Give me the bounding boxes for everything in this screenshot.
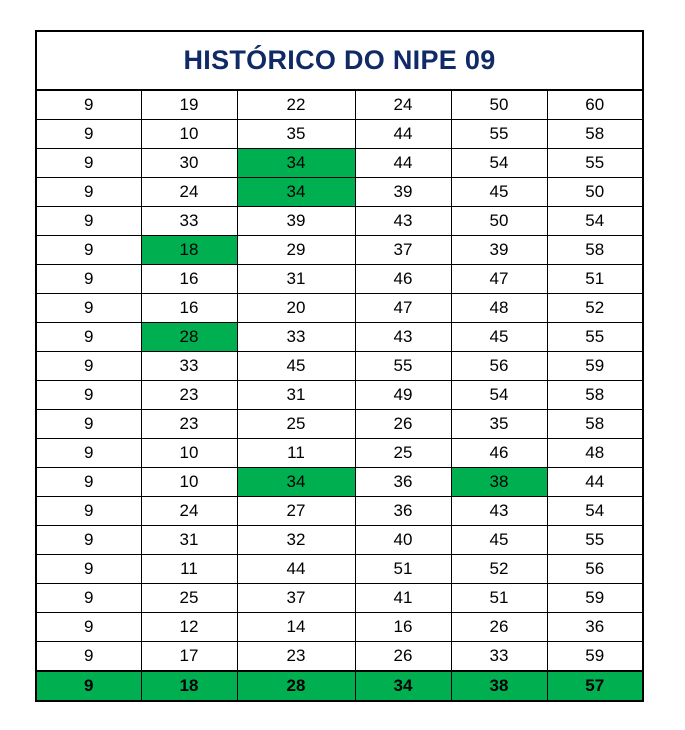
table-cell: 24 — [355, 90, 451, 120]
table-cell: 26 — [355, 410, 451, 439]
table-cell: 19 — [141, 90, 237, 120]
summary-cell: 28 — [237, 671, 355, 701]
table-cell: 23 — [237, 642, 355, 672]
table-cell: 39 — [237, 207, 355, 236]
table-cell: 47 — [355, 294, 451, 323]
summary-cell: 57 — [547, 671, 643, 701]
table-row — [36, 613, 643, 642]
table-cell: 50 — [451, 90, 547, 120]
table-cell: 46 — [451, 439, 547, 468]
table-cell: 44 — [547, 468, 643, 497]
table-cell: 9 — [36, 497, 141, 526]
table-row — [36, 149, 643, 178]
table-cell: 26 — [355, 642, 451, 672]
table-cell: 45 — [451, 178, 547, 207]
table-cell: 51 — [355, 555, 451, 584]
table-cell: 9 — [36, 613, 141, 642]
table-cell: 35 — [237, 120, 355, 149]
table-cell: 9 — [36, 120, 141, 149]
table-cell: 20 — [237, 294, 355, 323]
table-cell: 44 — [237, 555, 355, 584]
table-cell: 43 — [355, 323, 451, 352]
table-cell: 9 — [36, 294, 141, 323]
table-cell: 9 — [36, 236, 141, 265]
table-cell: 26 — [451, 613, 547, 642]
table-cell: 36 — [355, 468, 451, 497]
table-cell: 9 — [36, 468, 141, 497]
table-cell: 60 — [547, 90, 643, 120]
table-cell: 59 — [547, 352, 643, 381]
summary-row — [36, 671, 643, 701]
table-cell: 48 — [451, 294, 547, 323]
table-row — [36, 439, 643, 468]
table-row — [36, 178, 643, 207]
table-cell: 33 — [141, 207, 237, 236]
table-cell: 37 — [355, 236, 451, 265]
table-row — [36, 642, 643, 672]
history-table — [35, 30, 644, 702]
table-cell: 9 — [36, 323, 141, 352]
table-cell: 9 — [36, 584, 141, 613]
table-row — [36, 468, 643, 497]
table-cell: 58 — [547, 410, 643, 439]
table-body — [36, 90, 643, 701]
table-cell: 9 — [36, 149, 141, 178]
table-cell: 24 — [141, 497, 237, 526]
table-cell: 51 — [547, 265, 643, 294]
table-cell: 35 — [451, 410, 547, 439]
title-row — [36, 31, 643, 90]
table-cell: 54 — [547, 497, 643, 526]
table-title: HISTÓRICO DO NIPE 09 — [36, 31, 643, 90]
table-cell: 31 — [237, 381, 355, 410]
table-cell: 23 — [141, 410, 237, 439]
table-cell: 16 — [141, 265, 237, 294]
table-cell: 24 — [141, 178, 237, 207]
table-cell: 54 — [451, 381, 547, 410]
table-cell: 36 — [547, 613, 643, 642]
table-cell: 56 — [451, 352, 547, 381]
table-cell: 33 — [141, 352, 237, 381]
table-cell: 58 — [547, 120, 643, 149]
table-row — [36, 410, 643, 439]
table-cell: 9 — [36, 526, 141, 555]
table-cell: 11 — [141, 555, 237, 584]
table-cell: 29 — [237, 236, 355, 265]
highlighted-cell: 34 — [237, 149, 355, 178]
table-cell: 45 — [451, 526, 547, 555]
table-cell: 39 — [451, 236, 547, 265]
table-cell: 49 — [355, 381, 451, 410]
table-cell: 25 — [355, 439, 451, 468]
table-cell: 14 — [237, 613, 355, 642]
table-cell: 44 — [355, 120, 451, 149]
table-cell: 52 — [547, 294, 643, 323]
table-cell: 55 — [451, 120, 547, 149]
table-cell: 9 — [36, 352, 141, 381]
table-row — [36, 526, 643, 555]
table-cell: 11 — [237, 439, 355, 468]
table-row — [36, 497, 643, 526]
table-cell: 12 — [141, 613, 237, 642]
table-cell: 31 — [237, 265, 355, 294]
table-cell: 31 — [141, 526, 237, 555]
table-cell: 43 — [451, 497, 547, 526]
table-cell: 58 — [547, 236, 643, 265]
table-cell: 45 — [451, 323, 547, 352]
table-cell: 56 — [547, 555, 643, 584]
table-row — [36, 294, 643, 323]
table-cell: 43 — [355, 207, 451, 236]
table-cell: 30 — [141, 149, 237, 178]
table-cell: 33 — [237, 323, 355, 352]
table-cell: 10 — [141, 439, 237, 468]
table-row — [36, 265, 643, 294]
table-row — [36, 207, 643, 236]
table-cell: 39 — [355, 178, 451, 207]
table-cell: 52 — [451, 555, 547, 584]
table-cell: 55 — [547, 526, 643, 555]
table-cell: 9 — [36, 410, 141, 439]
table-row — [36, 555, 643, 584]
highlighted-cell: 34 — [237, 178, 355, 207]
table-cell: 59 — [547, 584, 643, 613]
table-cell: 9 — [36, 207, 141, 236]
table-row — [36, 236, 643, 265]
highlighted-cell: 28 — [141, 323, 237, 352]
table-cell: 54 — [451, 149, 547, 178]
table-cell: 9 — [36, 90, 141, 120]
table-cell: 54 — [547, 207, 643, 236]
table-cell: 16 — [141, 294, 237, 323]
table-cell: 37 — [237, 584, 355, 613]
table-cell: 10 — [141, 120, 237, 149]
table-row — [36, 90, 643, 120]
summary-cell: 38 — [451, 671, 547, 701]
table-cell: 36 — [355, 497, 451, 526]
table-cell: 9 — [36, 265, 141, 294]
summary-cell: 18 — [141, 671, 237, 701]
table-cell: 17 — [141, 642, 237, 672]
highlighted-cell: 34 — [237, 468, 355, 497]
table-cell: 16 — [355, 613, 451, 642]
table-cell: 10 — [141, 468, 237, 497]
table-cell: 25 — [237, 410, 355, 439]
table-cell: 44 — [355, 149, 451, 178]
table-cell: 22 — [237, 90, 355, 120]
highlighted-cell: 38 — [451, 468, 547, 497]
table-cell: 9 — [36, 178, 141, 207]
table-cell: 50 — [547, 178, 643, 207]
table-row — [36, 323, 643, 352]
table-row — [36, 584, 643, 613]
summary-cell: 9 — [36, 671, 141, 701]
table-row — [36, 120, 643, 149]
table-cell: 55 — [547, 149, 643, 178]
table-cell: 9 — [36, 439, 141, 468]
table-row — [36, 352, 643, 381]
table-cell: 48 — [547, 439, 643, 468]
table-cell: 58 — [547, 381, 643, 410]
table-cell: 25 — [141, 584, 237, 613]
table-cell: 9 — [36, 642, 141, 672]
table-cell: 9 — [36, 381, 141, 410]
table-cell: 33 — [451, 642, 547, 672]
table-cell: 47 — [451, 265, 547, 294]
table-cell: 9 — [36, 555, 141, 584]
table-cell: 40 — [355, 526, 451, 555]
table-cell: 41 — [355, 584, 451, 613]
table-cell: 51 — [451, 584, 547, 613]
table-cell: 45 — [237, 352, 355, 381]
table-row — [36, 381, 643, 410]
table-cell: 55 — [547, 323, 643, 352]
table-cell: 32 — [237, 526, 355, 555]
summary-cell: 34 — [355, 671, 451, 701]
highlighted-cell: 18 — [141, 236, 237, 265]
table-cell: 23 — [141, 381, 237, 410]
table-cell: 55 — [355, 352, 451, 381]
table-cell: 50 — [451, 207, 547, 236]
table-cell: 46 — [355, 265, 451, 294]
table-cell: 59 — [547, 642, 643, 672]
table-cell: 27 — [237, 497, 355, 526]
